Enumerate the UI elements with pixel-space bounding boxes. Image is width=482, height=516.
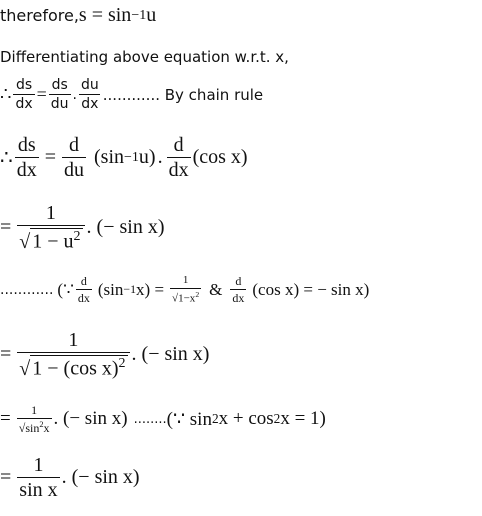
ampersand: & (209, 279, 223, 299)
frac-den: sin x (19, 479, 58, 501)
cos-identity: (cos x) = − sin x) (252, 279, 370, 299)
frac-den: dx (81, 96, 99, 112)
exp: −1 (123, 282, 137, 297)
therefore-symbol: ∴ (0, 147, 13, 169)
radicand-text: sin (25, 421, 40, 435)
radical-sign: √ (18, 421, 26, 435)
frac-den (170, 288, 201, 305)
line-differentiating: Differentiating above equation w.r.t. x, (0, 48, 289, 66)
frac-d-dx (230, 275, 246, 304)
line-therefore (0, 4, 156, 27)
sin-open: (sin (94, 146, 125, 168)
radicand-x: x (43, 421, 50, 435)
chain-rule-text: ............ By chain rule (102, 85, 264, 104)
frac-num: d (69, 134, 80, 156)
x-equals: x) = (136, 279, 165, 299)
equals: = (0, 408, 11, 429)
frac-one-sqrt (17, 404, 52, 434)
frac-one-sqrt (170, 275, 201, 305)
therefore-symbol: ∴ (0, 84, 12, 104)
frac-one-sinx (17, 455, 59, 500)
frac-ds-dx (15, 135, 39, 180)
frac-den: dx (232, 291, 245, 306)
frac-d-dx (167, 135, 191, 180)
equals: = (0, 466, 12, 488)
frac-num: ds (17, 134, 36, 156)
frac-one-sqrt (17, 203, 84, 252)
frac-num: ds (51, 77, 68, 93)
frac-d-du (62, 135, 86, 180)
frac-num: d (235, 274, 242, 289)
x-plus-cos: x + cos (218, 408, 274, 429)
frac-den: dx (77, 291, 90, 306)
equals: = (0, 215, 12, 238)
tail: . (− sin x) (61, 466, 140, 488)
exp1: 2 (211, 411, 219, 426)
exp: −1 (124, 149, 139, 165)
radicand (30, 228, 82, 252)
line-identity (0, 275, 369, 305)
frac-den (17, 352, 129, 379)
frac-den: dx (16, 159, 37, 181)
frac-du-dx (79, 78, 101, 111)
radical-sign: √ (172, 292, 179, 305)
radicand-text: 1 − u (32, 230, 74, 253)
line-pythagorean (0, 404, 326, 434)
equals: = (0, 342, 12, 365)
frac-num: 1 (33, 454, 44, 476)
radical-sign: √ (19, 230, 31, 253)
tail: . (− sin x) (53, 408, 128, 429)
frac-num: 1 (68, 329, 79, 351)
radicand-exp: 2 (195, 290, 200, 299)
sin-open: (sin (97, 279, 124, 299)
tail: . (− sin x) (86, 215, 165, 238)
frac-num: d (173, 134, 184, 156)
frac-num: 1 (182, 274, 189, 286)
frac-ds-dx (13, 78, 34, 111)
line-derivative (0, 135, 248, 180)
sqrt (19, 228, 82, 252)
frac-num: du (81, 77, 99, 93)
frac-num: d (80, 274, 87, 289)
frac-den: dx (15, 96, 33, 112)
radical-sign: √ (19, 357, 31, 380)
line-chain-rule (0, 78, 263, 111)
frac-den: dx (168, 159, 189, 181)
tail: . (− sin x) (131, 342, 210, 365)
exp2: 2 (273, 411, 281, 426)
frac-den: du (50, 96, 69, 112)
frac-ds-du (49, 78, 71, 111)
dots: ............ (0, 281, 54, 298)
radicand-text: 1−x (178, 292, 196, 305)
line-final (0, 455, 140, 500)
frac-den: du (64, 159, 85, 181)
cos-x: (cos x) (192, 146, 248, 168)
radicand-exp: 2 (39, 420, 44, 429)
u-close: u) (138, 146, 156, 168)
line-sqrt-cos (0, 330, 209, 379)
frac-den (17, 418, 52, 434)
radicand (30, 355, 127, 379)
sqrt (19, 355, 127, 379)
text-therefore: therefore, (0, 6, 79, 25)
equals: = (44, 146, 57, 168)
dot: . (72, 86, 77, 103)
dots: ........ (133, 411, 167, 427)
radicand-exp: 2 (73, 229, 81, 244)
frac-num: ds (15, 77, 33, 93)
frac-num: 1 (31, 403, 38, 417)
math-u: u (146, 4, 157, 26)
radicand-text: 1 − (cos x) (32, 357, 119, 380)
x-equals-one: x = 1) (280, 408, 326, 429)
frac-num: 1 (45, 202, 56, 224)
line-sqrt-u (0, 203, 165, 252)
frac-den (17, 225, 84, 252)
frac-one-sqrt (17, 330, 129, 379)
radicand-exp: 2 (118, 356, 126, 371)
because-open: (∵ (57, 279, 74, 299)
frac-d-dx (76, 275, 92, 304)
math-exp: −1 (131, 7, 147, 23)
math-s-equals: s = sin (78, 4, 132, 26)
because-sin: (∵ sin (166, 408, 212, 430)
equals: = (36, 84, 47, 104)
dot: . (157, 146, 163, 168)
